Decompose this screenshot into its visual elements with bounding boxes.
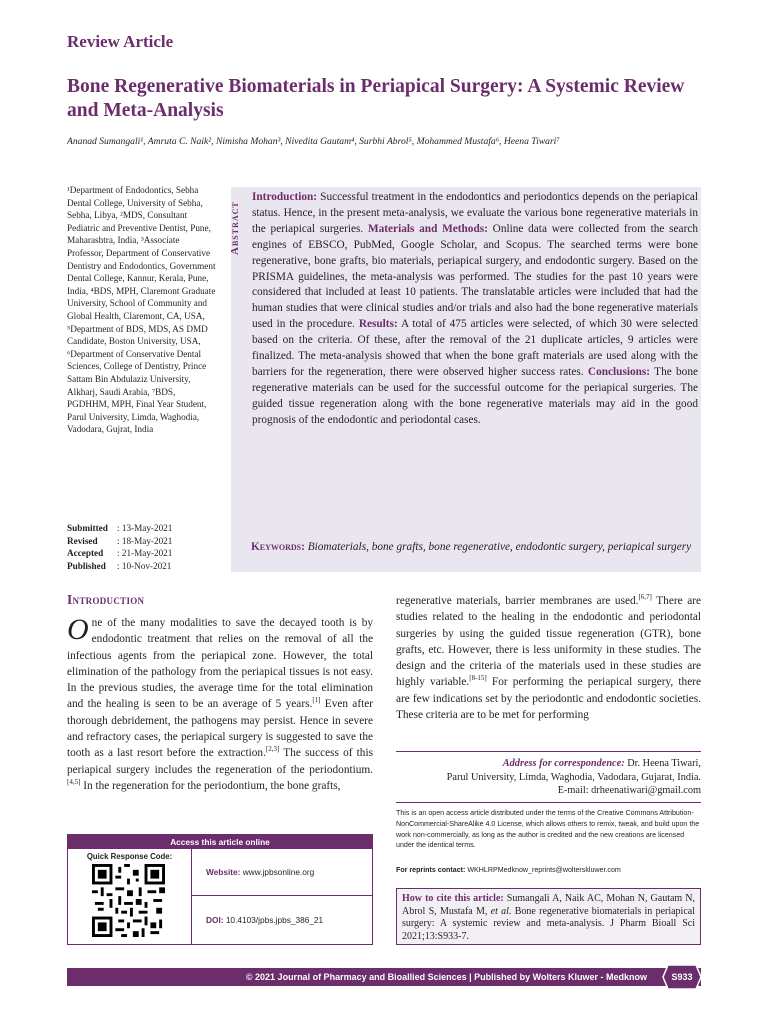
abstract-intro: Successful treatment in the endodontics and periodontics depends on the periapical status. Hence, in the present meta-analysis, we evaluate the various bone regenerative materials in the periapical surgeries. (252, 191, 698, 235)
citation-ref: [6,7] (638, 593, 652, 602)
doi-link[interactable]: 10.4103/jpbs.jpbs_386_21 (223, 915, 324, 925)
access-online-box (67, 834, 373, 945)
citation-box: How to cite this article: Sumangali A, Naik AC, Mohan N, Gautam N, Abrol S, Mustafa M, et al. Bone regenerative biomaterials in periapical surgery: A systemic review and meta-analysis. J Pharm Bioall Sci 2021;13:S933-7. (396, 888, 701, 945)
correspondence-label: Address for correspondence: (502, 758, 625, 769)
abstract-results: A total of 475 articles were selected, of which 30 were selected based on the criteria. Of these, after the removal of the 21 duplicate articles, 9 articles were finalized. The meta-analysis showed that when the bone graft materials are used along with the barriers for the regeneration, there were observed higher success rates. (252, 318, 699, 378)
citation-ref: [2,3] (265, 745, 280, 754)
access-heading: Access this article online (68, 835, 372, 849)
footer-journal-text: © 2021 Journal of Pharmacy and Bioallied Sciences | Published by Wolters Kluwer - Medknow (245, 972, 647, 982)
divider (396, 751, 701, 752)
abstract-methods: Online data were collected from the search engines of EBSCO, PubMed, Google Scholar, and Scopus. The searched terms were bone regenerative, bone grafts, bio materials, periapical surgery, and endodontic surgery. Based on the PRISMA guidelines, the meta-analysis was performed. The studies for the past 10 years were considered that included at least 10 patients. The translatable articles were included that had the human studies that were clinical studies and/or trials and also had the bone regenerative materials used in the procedure. (252, 222, 698, 331)
abstract-side-label: Abstract (229, 201, 241, 255)
divider (396, 802, 701, 803)
keywords-value: Biomaterials, bone grafts, bone regenerative, endodontic surgery, periapical surgery (307, 541, 692, 553)
website-cell (192, 849, 372, 896)
introduction-column-2: regenerative materials, barrier membranes are used.[6,7] There are studies related to the healing in the endodontic and periodontal surgeries by using the guided tissue regeneration (GTR), bone grafts, etc. However, there is less uniformity in these studies. The design and the criteria of the materials used in these studies are highly variable.[8-15] For performing the periapical surgery, there are few indications set by the periodontic and endodontic societies. These criteria are to be met for performing (396, 593, 701, 722)
introduction-heading: Introduction (67, 592, 145, 607)
author-list: Ananad Sumangali¹, Amruta C. Naik², Nimisha Mohan³, Nivedita Gautam⁴, Surbhi Abrol⁵, Mohammed Mustafa⁶, Heena Tiwari⁷ (67, 136, 560, 147)
citation-ref: [1] (312, 696, 321, 705)
article-type: Review Article (67, 32, 174, 51)
correspondence-location: Parul University, Limda, Waghodia, Vadodara, Gujarat, India. (446, 771, 701, 783)
abstract-results-heading: Results: (358, 318, 398, 331)
qr-code-icon[interactable] (92, 864, 165, 937)
citation-ref: [4,5] (67, 778, 81, 787)
abstract-conclusions-heading: Conclusions: (587, 365, 651, 378)
correspondence-email[interactable]: E-mail: drheenatiwari@gmail.com (557, 785, 701, 797)
keywords (251, 540, 697, 556)
keywords-label: Keywords: (251, 541, 305, 553)
abstract-body (252, 190, 698, 429)
date-row-submitted: Submitted : 13-May-2021 (67, 523, 173, 533)
reprints-email[interactable]: WKHLRPMedknow_reprints@wolterskluwer.com (465, 866, 621, 874)
date-row-revised: Revised : 18-May-2021 (67, 535, 173, 546)
abstract-methods-heading: Materials and Methods: (367, 222, 488, 235)
doi-label: DOI: (206, 915, 224, 925)
reprints-contact: For reprints contact: WKHLRPMedknow_reprints@wolterskluwer.com (396, 866, 621, 874)
affiliations: ¹Department of Endodontics, Sebha Dental College, University of Sebha, Sebha, Libya, ²MDS, Consultant Pediatric and Preventive Dentist, Pune, Maharashtra, India, ³Associate Professor, Department of Conservative Dentistry and Endodontics, Government Dental College, Kannur, Kerala, Pune, India, ⁴BDS, MPH, Claremont Graduate University, School of Community and Global Health, Claremont, CA, USA, ⁵Department of BDS, MDS, AS DMD Candidate, Boston University, USA, ⁶Department of Conservative Dental Sciences, College of Dentistry, Prince Sattam Bin Abdulaziz University, Alkharj, Saudi Arabia, ⁷BDS, PGDHHM, MPH, Final Year Student, Parul University, Limda, Waghodia, Vadodara, Gujrat, India (67, 185, 216, 435)
article-title: Bone Regenerative Biomaterials in Periapical Surgery: A Systemic Review and Meta-Analysis (67, 76, 685, 121)
correspondence-address: Address for correspondence: Dr. Heena Tiwari, Parul University, Limda, Waghodia, Vadodara, Gujarat, India. E-mail: drheenatiwari@gmail.com (396, 757, 701, 798)
license-statement: This is an open access article distributed under the terms of the Creative Commons Attribution-NonCommercial-ShareAlike 4.0 License, which allows others to remix, tweak, and build upon the work non-commercially, as long as the author is credited and the new creations are licensed under the identical terms. (396, 809, 700, 850)
qr-cell (68, 849, 192, 944)
abstract-intro-heading: Introduction: (252, 191, 318, 203)
introduction-column-1: One of the many modalities to save the decayed tooth is by endodontic treatment that relies on the removal of all the infectious agents from the periapical zone. However, the total elimination of the pathology from the periapical tissues is not easy. In the previous studies, the average time for the total elimination and the healing is seen to be an average of 5 years.[1] Even after thorough debridement, the pathogens may persist. Hence in severe and refractory cases, the periapical surgery is suggested to save the tooth as a last resort before the extraction.[2,3] The success of this periapical surgery includes the regeneration of the periodontium.[4,5] In the regeneration for the periodontium, the bone grafts, (67, 613, 374, 792)
website-label: Website: (206, 867, 241, 877)
citation-ref: [8-15] (469, 674, 487, 683)
article-dates (67, 522, 227, 572)
citation-label: How to cite this article: (402, 893, 504, 904)
page-number: S933 (671, 972, 693, 982)
drop-cap: O (67, 613, 89, 646)
qr-label: Quick Response Code: (86, 852, 173, 861)
date-row-accepted: Accepted : 21-May-2021 (67, 548, 173, 559)
doi-cell (192, 896, 372, 944)
abstract-conclusions: The bone regenerative materials can be used for the successful outcome for the periapical surgeries. The guided tissue regeneration along with the bone regenerative materials may aid in the good prognosis of the endodontic and periodontal cases. (252, 365, 698, 426)
date-row-published: Published : 10-Nov-2021 (67, 560, 172, 571)
website-link[interactable]: www.jpbsonline.org (240, 867, 315, 877)
